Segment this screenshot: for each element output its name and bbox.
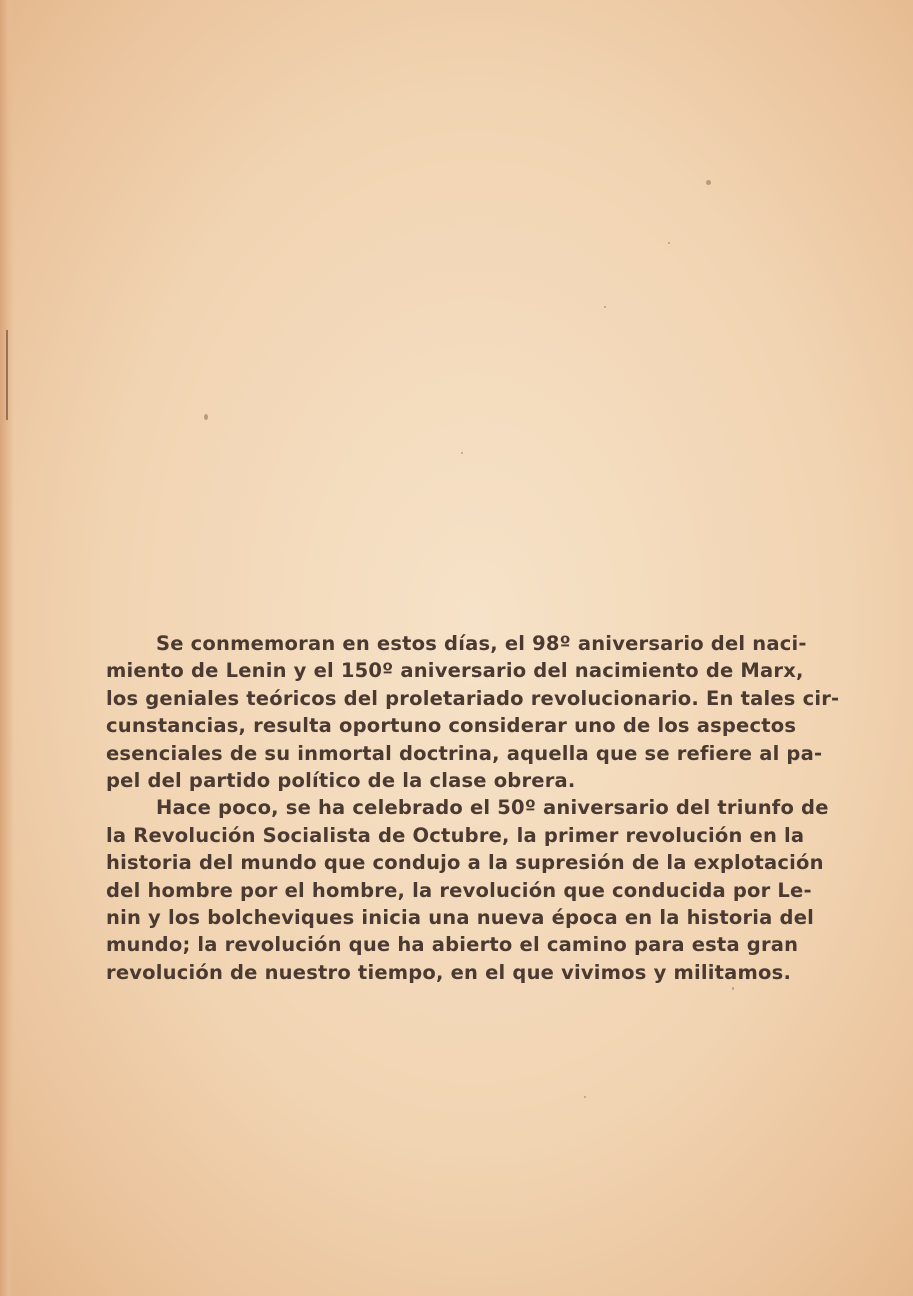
paper-speck [604,306,606,308]
body-text [106,630,840,986]
paper-speck [584,1096,586,1098]
paper-speck [732,987,734,990]
text-line: cunstancias, resulta oportuno considerar uno de los aspectos [106,714,797,738]
text-line: del hombre por el hombre, la revolución que conducida por Le- [106,878,812,902]
text-line: nin y los bolcheviques inicia una nueva época en la historia del [106,905,815,929]
page-left-edge-shadow [0,0,14,1296]
paragraph-1 [106,630,840,794]
paper-speck [461,452,463,454]
text-line: historia del mundo que condujo a la supresión de la explotación [106,851,824,875]
paragraph-2 [106,794,829,986]
paper-speck [204,414,208,420]
text-line: miento de Lenin y el 150º aniversario del nacimiento de Marx, [106,659,804,683]
binding-mark [6,330,8,420]
text-line: revolución de nuestro tiempo, en el que vivimos y militamos. [106,960,792,984]
text-line: pel del partido político de la clase obrera. [106,768,576,792]
text-line: esenciales de su inmortal doctrina, aquella que se refiere al pa- [106,741,823,765]
paper-speck [668,242,670,244]
text-line: la Revolución Socialista de Octubre, la primer revolución en la [106,823,805,847]
text-line: los geniales teóricos del proletariado revolucionario. En tales cir- [106,686,840,710]
text-line: Se conmemoran en estos días, el 98º aniversario del naci- [156,632,807,655]
paper-speck [706,180,711,185]
text-line: Hace poco, se ha celebrado el 50º aniversario del triunfo de [156,796,829,820]
text-line: mundo; la revolución que ha abierto el camino para esta gran [106,933,799,957]
